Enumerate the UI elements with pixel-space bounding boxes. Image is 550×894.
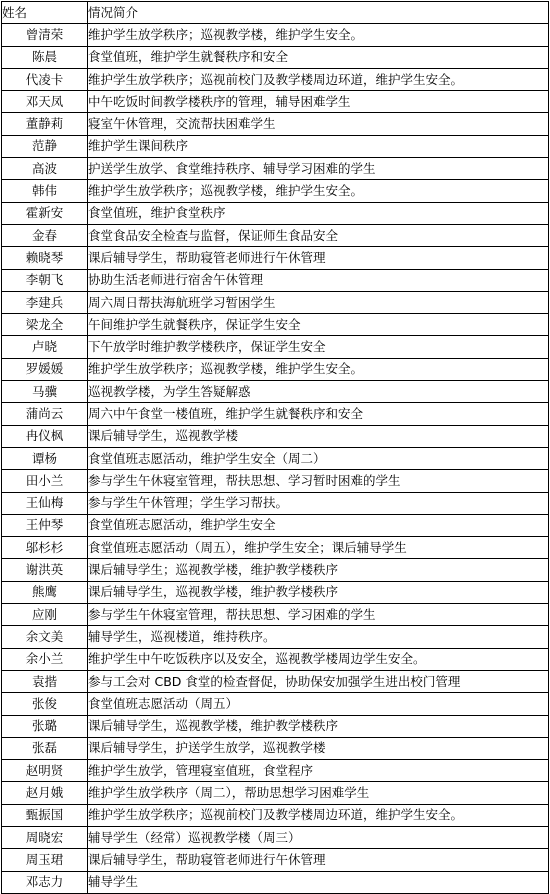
duty-description-cell: 寝室午休管理，交流帮扶困难学生 bbox=[88, 113, 549, 135]
staff-name-cell: 张磊 bbox=[2, 737, 88, 759]
table-row bbox=[2, 782, 549, 804]
staff-name-cell: 冉仪枫 bbox=[2, 425, 88, 447]
table-row bbox=[2, 291, 549, 313]
staff-name-cell: 曾清荣 bbox=[2, 24, 88, 46]
table-row bbox=[2, 269, 549, 291]
duty-description-cell: 食堂值班志愿活动，维护学生安全（周二） bbox=[88, 447, 549, 469]
duty-description-cell: 周六周日帮扶海航班学习暂困学生 bbox=[88, 291, 549, 313]
table-row bbox=[2, 604, 549, 626]
duty-description-cell: 参与工会对 CBD 食堂的检查督促，协助保安加强学生进出校门管理 bbox=[88, 670, 549, 692]
staff-name-cell: 马骥 bbox=[2, 381, 88, 403]
staff-name-cell: 王仙梅 bbox=[2, 492, 88, 514]
duty-description-cell: 维护学生课间秩序 bbox=[88, 135, 549, 157]
staff-name-cell: 周晓宏 bbox=[2, 826, 88, 848]
table-row bbox=[2, 202, 549, 224]
staff-name-cell: 谢洪英 bbox=[2, 559, 88, 581]
table-row bbox=[2, 381, 549, 403]
table-row bbox=[2, 537, 549, 559]
staff-name-cell: 张俊 bbox=[2, 693, 88, 715]
staff-name-cell: 李建兵 bbox=[2, 291, 88, 313]
staff-name-cell: 范静 bbox=[2, 135, 88, 157]
duty-description-cell: 食堂值班志愿活动（周五） bbox=[88, 693, 549, 715]
table-row bbox=[2, 314, 549, 336]
staff-name-cell: 甄振国 bbox=[2, 804, 88, 826]
table-header-row bbox=[2, 2, 549, 24]
duty-description-cell: 维护学生放学秩序；巡视前校门及教学楼周边环道，维护学生安全。 bbox=[88, 68, 549, 90]
staff-name-cell: 代凌卡 bbox=[2, 68, 88, 90]
staff-name-cell: 袁揩 bbox=[2, 670, 88, 692]
staff-name-cell: 李朝飞 bbox=[2, 269, 88, 291]
staff-name-cell: 高波 bbox=[2, 158, 88, 180]
staff-name-cell: 谭杨 bbox=[2, 447, 88, 469]
table-body bbox=[2, 24, 549, 894]
table-row bbox=[2, 247, 549, 269]
duty-description-cell: 食堂食品安全检查与监督，保证师生食品安全 bbox=[88, 224, 549, 246]
staff-name-cell: 罗媛媛 bbox=[2, 358, 88, 380]
duty-description-cell: 维护学生放学秩序（周二），帮助思想学习困难学生 bbox=[88, 782, 549, 804]
duty-description-cell: 课后辅导学生，帮助寝管老师进行午休管理 bbox=[88, 247, 549, 269]
staff-name-cell: 熊鹰 bbox=[2, 581, 88, 603]
table-row bbox=[2, 648, 549, 670]
staff-name-cell: 王仲琴 bbox=[2, 514, 88, 536]
table-row bbox=[2, 180, 549, 202]
staff-name-cell: 梁龙全 bbox=[2, 314, 88, 336]
duty-description-cell: 维护学生放学，管理寝室值班，食堂程序 bbox=[88, 760, 549, 782]
staff-name-cell: 蒲尚云 bbox=[2, 403, 88, 425]
duty-description-cell: 维护学生放学秩序；巡视教学楼，维护学生安全。 bbox=[88, 180, 549, 202]
staff-name-cell: 邓天凤 bbox=[2, 91, 88, 113]
duty-description-cell: 午间维护学生就餐秩序，保证学生安全 bbox=[88, 314, 549, 336]
duty-description-cell: 维护学生放学秩序；巡视教学楼，维护学生安全。 bbox=[88, 24, 549, 46]
staff-name-cell: 金春 bbox=[2, 224, 88, 246]
duty-description-cell: 辅导学生 bbox=[88, 871, 549, 893]
staff-name-cell: 邬杉杉 bbox=[2, 537, 88, 559]
staff-name-cell: 韩伟 bbox=[2, 180, 88, 202]
duty-description-cell: 课后辅导学生；巡视教学楼，维护教学楼秩序 bbox=[88, 559, 549, 581]
table-row bbox=[2, 492, 549, 514]
duty-description-cell: 课后辅导学生，护送学生放学，巡视教学楼 bbox=[88, 737, 549, 759]
staff-name-cell: 张璐 bbox=[2, 715, 88, 737]
duty-description-cell: 巡视教学楼，为学生答疑解惑 bbox=[88, 381, 549, 403]
table-row bbox=[2, 514, 549, 536]
table-row bbox=[2, 826, 549, 848]
duty-description-cell: 课后辅导学生，帮助寝管老师进行午休管理 bbox=[88, 849, 549, 871]
staff-duty-table bbox=[1, 1, 549, 894]
table-row bbox=[2, 559, 549, 581]
duty-description-cell: 参与学生午休寝室管理，帮扶思想、学习暂时困难的学生 bbox=[88, 470, 549, 492]
staff-name-cell: 赵月娥 bbox=[2, 782, 88, 804]
staff-name-cell: 应刚 bbox=[2, 604, 88, 626]
table-row bbox=[2, 804, 549, 826]
table-row bbox=[2, 670, 549, 692]
duty-description-cell: 食堂值班志愿活动（周五），维护学生安全；课后辅导学生 bbox=[88, 537, 549, 559]
table-row bbox=[2, 581, 549, 603]
staff-name-cell: 余文美 bbox=[2, 626, 88, 648]
duty-description-cell: 下午放学时维护教学楼秩序，保证学生安全 bbox=[88, 336, 549, 358]
table-row bbox=[2, 158, 549, 180]
duty-description-cell: 课后辅导学生，巡视教学楼 bbox=[88, 425, 549, 447]
staff-name-cell: 周玉珺 bbox=[2, 849, 88, 871]
duty-description-cell: 维护学生中午吃饭秩序以及安全，巡视教学楼周边学生安全。 bbox=[88, 648, 549, 670]
table-row bbox=[2, 871, 549, 893]
duty-description-cell: 辅导学生（经常）巡视教学楼（周三） bbox=[88, 826, 549, 848]
table-row bbox=[2, 91, 549, 113]
table-row bbox=[2, 849, 549, 871]
table-row bbox=[2, 626, 549, 648]
table-row bbox=[2, 46, 549, 68]
staff-name-cell: 赖晓琴 bbox=[2, 247, 88, 269]
staff-name-cell: 霍新安 bbox=[2, 202, 88, 224]
table-row bbox=[2, 447, 549, 469]
table-row bbox=[2, 135, 549, 157]
table-row bbox=[2, 693, 549, 715]
duty-description-cell: 食堂值班志愿活动，维护学生安全 bbox=[88, 514, 549, 536]
duty-description-cell: 课后辅导学生，巡视教学楼，维护教学楼秩序 bbox=[88, 581, 549, 603]
table-row bbox=[2, 113, 549, 135]
staff-name-cell: 邓志力 bbox=[2, 871, 88, 893]
duty-description-cell: 辅导学生，巡视楼道，维持秩序。 bbox=[88, 626, 549, 648]
table-row bbox=[2, 68, 549, 90]
duty-description-cell: 护送学生放学、食堂维持秩序、辅导学习困难的学生 bbox=[88, 158, 549, 180]
duty-description-cell: 食堂值班，维护食堂秩序 bbox=[88, 202, 549, 224]
table-row bbox=[2, 24, 549, 46]
duty-description-cell: 维护学生放学秩序；巡视教学楼，维护学生安全。 bbox=[88, 358, 549, 380]
table-row bbox=[2, 358, 549, 380]
duty-description-cell: 协助生活老师进行宿舍午休管理 bbox=[88, 269, 549, 291]
staff-name-cell: 余小兰 bbox=[2, 648, 88, 670]
staff-name-cell: 董静莉 bbox=[2, 113, 88, 135]
duty-description-cell: 参与学生午休管理；学生学习帮扶。 bbox=[88, 492, 549, 514]
duty-description-cell: 参与学生午休寝室管理，帮扶思想、学习困难的学生 bbox=[88, 604, 549, 626]
table-row bbox=[2, 336, 549, 358]
duty-description-cell: 食堂值班，维护学生就餐秩序和安全 bbox=[88, 46, 549, 68]
table-row bbox=[2, 737, 549, 759]
staff-name-cell: 赵明贤 bbox=[2, 760, 88, 782]
duty-description-cell: 周六中午食堂一楼值班，维护学生就餐秩序和安全 bbox=[88, 403, 549, 425]
table-row bbox=[2, 224, 549, 246]
table-row bbox=[2, 760, 549, 782]
name-column-header: 姓名 bbox=[2, 2, 88, 24]
staff-name-cell: 陈晨 bbox=[2, 46, 88, 68]
description-column-header: 情况简介 bbox=[88, 2, 549, 24]
staff-name-cell: 卢晓 bbox=[2, 336, 88, 358]
duty-description-cell: 中午吃饭时间教学楼秩序的管理，辅导困难学生 bbox=[88, 91, 549, 113]
staff-name-cell: 田小兰 bbox=[2, 470, 88, 492]
table-row bbox=[2, 715, 549, 737]
duty-description-cell: 课后辅导学生，巡视教学楼，维护教学楼秩序 bbox=[88, 715, 549, 737]
duty-description-cell: 维护学生放学秩序；巡视前校门及教学楼周边环道，维护学生安全。 bbox=[88, 804, 549, 826]
table-row bbox=[2, 470, 549, 492]
table-row bbox=[2, 403, 549, 425]
table-row bbox=[2, 425, 549, 447]
